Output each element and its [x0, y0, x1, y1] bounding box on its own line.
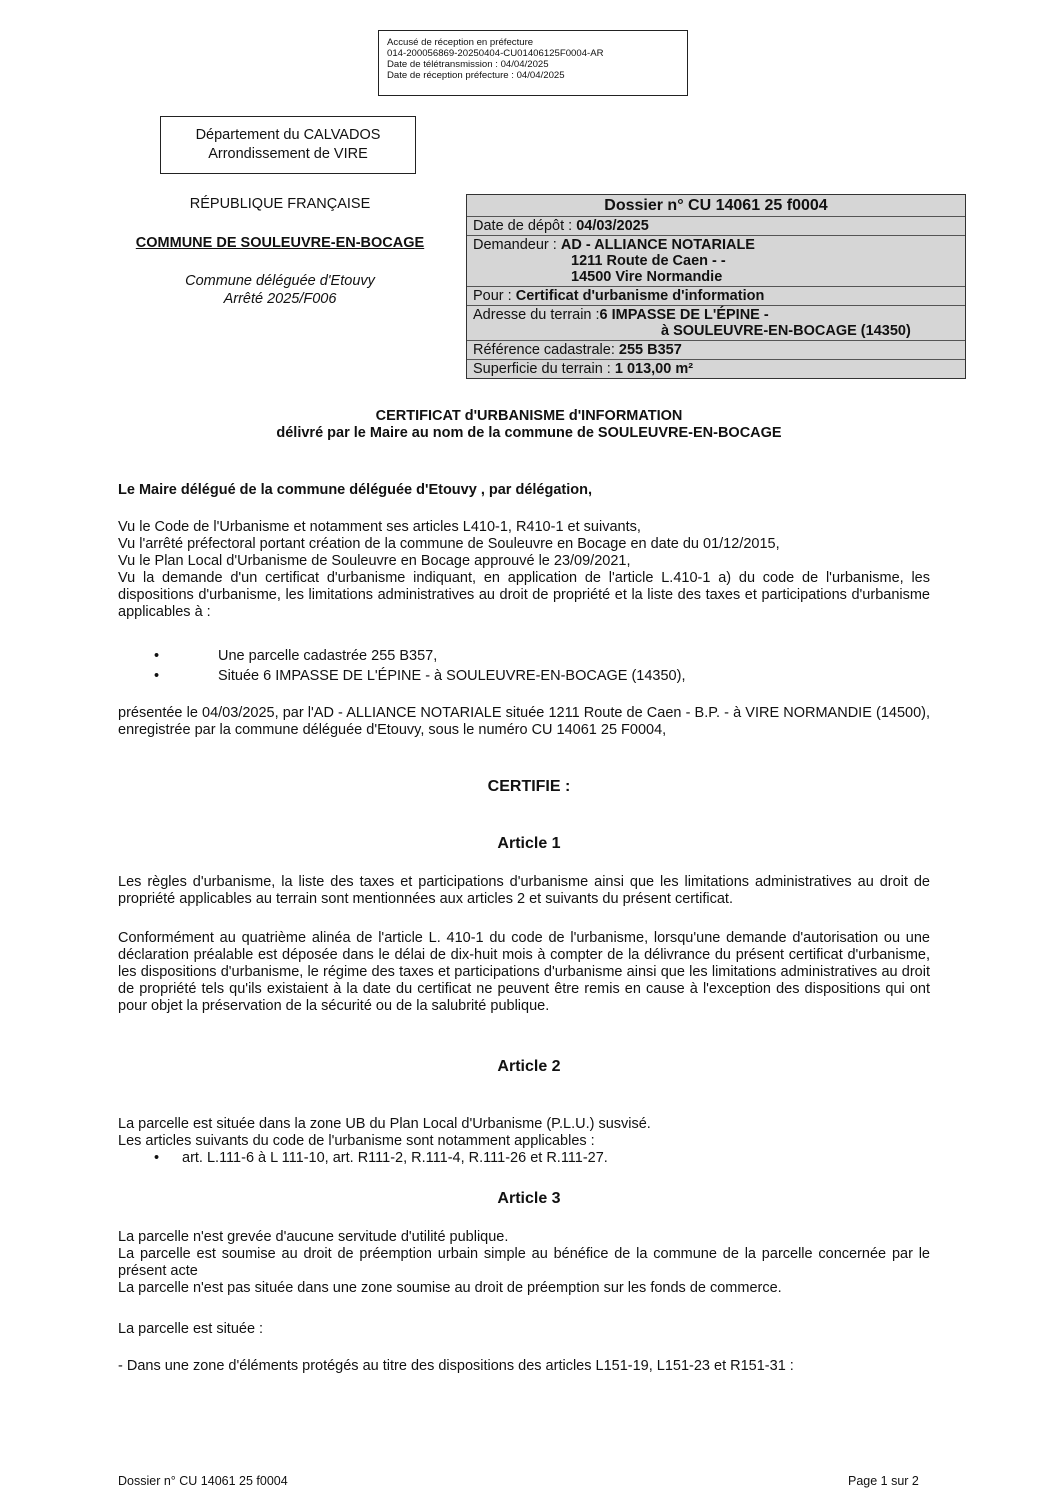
reception-stamp	[378, 30, 688, 96]
demandeur-address-line2: 14500 Vire Normandie	[571, 269, 723, 285]
pour-label: Pour :	[473, 288, 516, 304]
certificate-title-line2: délivré par le Maire au nom de la commune de SOULEUVRE-EN-BOCAGE	[276, 425, 782, 441]
demandeur-name: AD - ALLIANCE NOTARIALE	[560, 237, 755, 253]
article-3-situee: La parcelle est située :	[118, 1321, 264, 1337]
dossier-box	[466, 194, 966, 379]
pour-value: Certificat d'urbanisme d'information	[515, 288, 765, 304]
stamp-line: 014-200056869-20250404-CU01406125F0004-AR	[387, 48, 604, 59]
article-2-text	[118, 1116, 930, 1167]
pour-row	[467, 286, 965, 305]
adresse-value-line2: à SOULEUVRE-EN-BOCAGE (14350)	[661, 323, 911, 339]
delegated-commune-name: Commune déléguée d'Etouvy	[185, 273, 375, 289]
dossier-title: Dossier n° CU 14061 25 f0004	[604, 197, 828, 214]
republic-heading: RÉPUBLIQUE FRANÇAISE	[189, 196, 371, 212]
reference-label: Référence cadastrale:	[473, 342, 619, 358]
article-2-line: Les articles suivants du code de l'urbanisme sont notamment applicables :	[118, 1133, 595, 1149]
department-box	[160, 116, 416, 174]
superficie-label: Superficie du terrain :	[473, 361, 615, 377]
article-2-title: Article 2	[497, 1058, 561, 1075]
bullet-text: art. L.111-6 à L 111-10, art. R111-2, R.111-4, R.111-26 et R.111-27.	[182, 1150, 608, 1166]
parcel-bullets	[118, 648, 930, 685]
certificate-title	[0, 408, 1058, 442]
adresse-value: 6 IMPASSE DE L'ÉPINE -	[599, 307, 769, 323]
list-item	[118, 668, 930, 685]
commune-heading: COMMUNE DE SOULEUVRE-EN-BOCAGE	[135, 235, 425, 251]
article-3-line: La parcelle n'est grevée d'aucune servitude d'utilité publique.	[118, 1229, 509, 1245]
bullet-icon: •	[154, 1150, 160, 1166]
maire-statement: Le Maire délégué de la commune déléguée d'Etouvy , par délégation,	[118, 482, 593, 498]
arrete-number: Arrêté 2025/F006	[223, 291, 337, 307]
article-3-zone: - Dans une zone d'éléments protégés au titre des dispositions des articles L151-19, L151-23 et R151-31 :	[118, 1358, 794, 1374]
vu-line: Vu la demande d'un certificat d'urbanisme indiquant, en application de l'article L.410-1 a) du code de l'urbanisme, les dispositions d'urbanisme, les limitations administratives au droit de propriété et la liste des taxes et participations d'urbanisme applicables à :	[118, 570, 930, 620]
list-item	[118, 648, 930, 665]
superficie-row	[467, 359, 965, 378]
demandeur-address-line1: 1211 Route de Caen - -	[571, 253, 726, 269]
certificate-title-line1: CERTIFICAT d'URBANISME d'INFORMATION	[375, 408, 683, 424]
bullet-text: Une parcelle cadastrée 255 B357,	[218, 648, 438, 664]
stamp-line: Accusé de réception en préfecture	[387, 37, 534, 48]
demandeur-label: Demandeur :	[473, 237, 561, 253]
superficie-value: 1 013,00 m²	[614, 361, 694, 377]
department-name: Département du CALVADOS	[195, 127, 381, 143]
footer-page-number: Page 1 sur 2	[848, 1474, 919, 1488]
delegated-commune	[110, 272, 450, 308]
article-3-line: La parcelle n'est pas située dans une zone soumise au droit de préemption sur les fonds de commerce.	[118, 1280, 782, 1296]
article-1-title: Article 1	[497, 835, 561, 852]
bullet-icon: •	[154, 648, 160, 664]
presentee-paragraph: présentée le 04/03/2025, par l'AD - ALLIANCE NOTARIALE située 1211 Route de Caen - B.P. - à VIRE NORMANDIE (14500), enregistrée par la commune déléguée d'Etouvy, sous le numéro CU 14061 25 F0004,	[118, 705, 930, 738]
article-3-line: La parcelle est soumise au droit de préemption urbain simple au bénéfice de la commune de la parcelle concernée par le présent acte	[118, 1246, 930, 1279]
demandeur-row	[467, 235, 965, 286]
reference-row	[467, 340, 965, 359]
adresse-row	[467, 305, 965, 340]
article-1-paragraph-1: Les règles d'urbanisme, la liste des taxes et participations d'urbanisme ainsi que les limitations administratives au droit de propriété applicables au terrain sont mentionnées aux articles 2 et suivants du présent certificat.	[118, 874, 930, 907]
depot-value: 04/03/2025	[576, 218, 649, 234]
vu-block	[118, 519, 930, 621]
adresse-label: Adresse du terrain :	[473, 307, 600, 323]
bullet-text: Située 6 IMPASSE DE L'ÉPINE - à SOULEUVRE-EN-BOCAGE (14350),	[218, 668, 686, 684]
stamp-line: Date de réception préfecture : 04/04/2025	[387, 70, 565, 81]
vu-line: Vu l'arrêté préfectoral portant création de la commune de Souleuvre en Bocage en date du 01/12/2015,	[118, 536, 780, 552]
reference-value: 255 B357	[618, 342, 682, 358]
article-3-title: Article 3	[497, 1190, 561, 1207]
list-item	[118, 1150, 930, 1167]
certifie-heading: CERTIFIE :	[487, 778, 571, 795]
article-1-paragraph-2: Conformément au quatrième alinéa de l'article L. 410-1 du code de l'urbanisme, lorsqu'une demande d'autorisation ou une déclaration préalable est déposée dans le délai de dix-huit mois à compter de la délivrance du présent certificat d'urbanisme, les dispositions d'urbanisme, le régime des taxes et participations d'urbanisme ainsi que les limitations administratives au droit de propriété tels qu'ils existaient à la date du certificat ne peuvent être remis en cause à l'exception des dispositions qui ont pour objet la préservation de la sécurité ou de la salubrité publique.	[118, 930, 930, 1014]
vu-line: Vu le Code de l'Urbanisme et notamment ses articles L410-1, R410-1 et suivants,	[118, 519, 641, 535]
depot-label: Date de dépôt :	[473, 218, 577, 234]
footer-dossier: Dossier n° CU 14061 25 f0004	[118, 1474, 288, 1488]
article-3-text	[118, 1229, 930, 1297]
bullet-icon: •	[154, 668, 160, 684]
depot-row	[467, 216, 965, 235]
vu-line: Vu le Plan Local d'Urbanisme de Souleuvre en Bocage approuvé le 23/09/2021,	[118, 553, 631, 569]
stamp-line: Date de télétransmission : 04/04/2025	[387, 59, 549, 70]
article-2-line: La parcelle est située dans la zone UB du Plan Local d'Urbanisme (P.L.U.) susvisé.	[118, 1116, 651, 1132]
arrondissement-name: Arrondissement de VIRE	[208, 146, 368, 162]
